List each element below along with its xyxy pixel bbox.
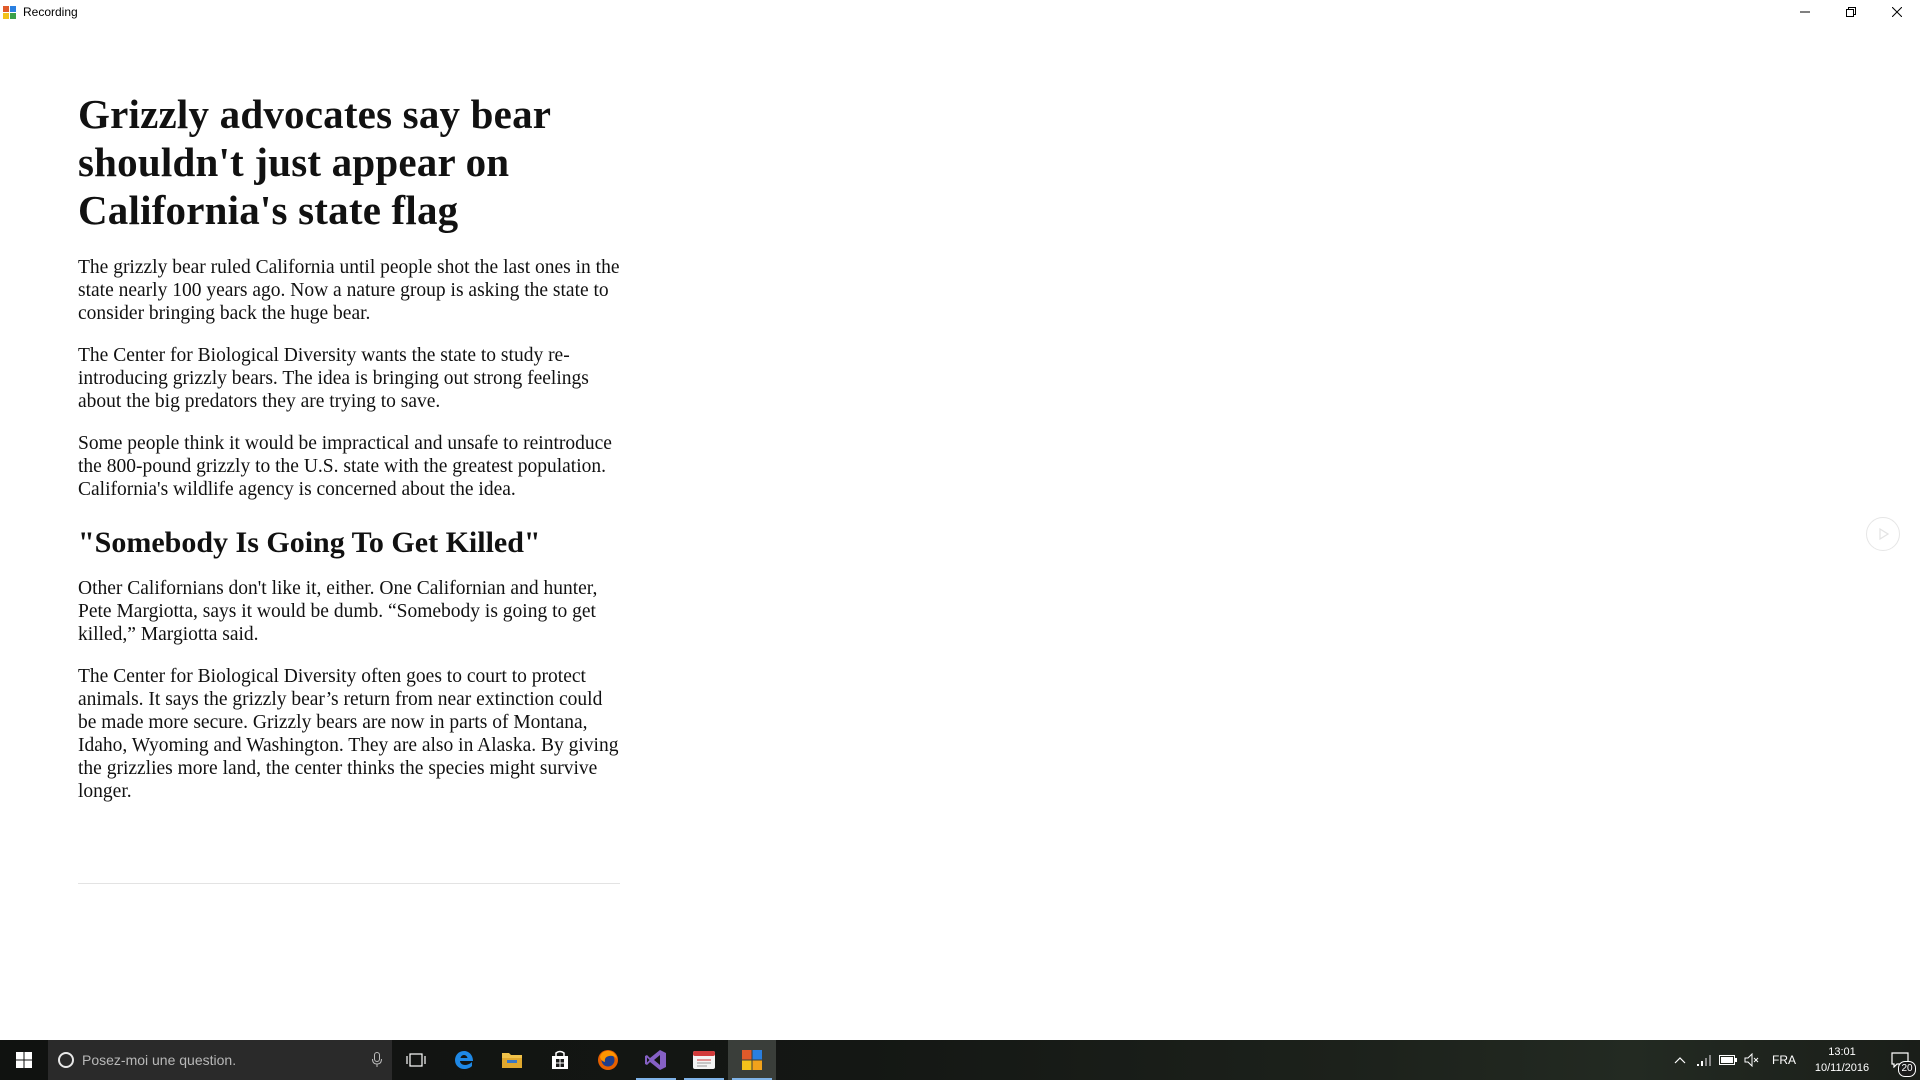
close-icon — [1892, 7, 1902, 17]
input-language-indicator[interactable]: FRA — [1772, 1053, 1796, 1067]
article-paragraph: The grizzly bear ruled California until people shot the last ones in the state nearly 100 years ago. Now a nature group is asking the state to consider bringing back the huge bear. — [78, 257, 620, 324]
search-input[interactable] — [48, 1040, 392, 1080]
article-subheading: "Somebody Is Going To Get Killed" — [78, 526, 541, 559]
volume-muted-icon — [1744, 1053, 1760, 1067]
close-button[interactable] — [1874, 0, 1920, 24]
article-title: Grizzly advocates say bear shouldn't just appear on California's state flag — [78, 91, 551, 233]
article — [78, 90, 622, 822]
windows-logo-icon — [16, 1052, 32, 1068]
store-icon — [550, 1050, 570, 1070]
minimize-icon — [1800, 7, 1810, 17]
network-button[interactable] — [1692, 1040, 1716, 1080]
taskbar-app-store[interactable] — [536, 1040, 584, 1080]
clock-date: 10/11/2016 — [1814, 1062, 1870, 1074]
taskbar — [0, 1040, 1920, 1080]
volume-button[interactable] — [1740, 1040, 1764, 1080]
firefox-icon — [596, 1048, 620, 1072]
reader-app-icon — [692, 1049, 716, 1071]
restore-button[interactable] — [1828, 0, 1874, 24]
notification-count-badge: 20 — [1898, 1061, 1916, 1077]
article-divider — [78, 883, 620, 884]
minimize-button[interactable] — [1782, 0, 1828, 24]
microphone-icon[interactable] — [372, 1052, 382, 1068]
cortana-icon — [58, 1052, 74, 1068]
article-paragraph: The Center for Biological Diversity wants the state to study re-introducing grizzly bears. The idea is bringing out strong feelings about the big predators they are trying to save. — [78, 345, 589, 412]
battery-button[interactable] — [1716, 1040, 1740, 1080]
article-paragraph: Other Californians don't like it, either. One Californian and hunter, Pete Margiotta, says it would be dumb. “Somebody is going to get killed,” Margiotta said. — [78, 578, 598, 645]
action-center-button[interactable] — [1880, 1040, 1920, 1080]
window-title: Recording — [23, 5, 78, 19]
taskbar-app-reader[interactable] — [680, 1040, 728, 1080]
clock[interactable] — [1804, 1044, 1880, 1076]
taskbar-app-file-explorer[interactable] — [488, 1040, 536, 1080]
window-controls — [1782, 0, 1920, 24]
wifi-icon — [1696, 1053, 1712, 1067]
taskbar-app-edge[interactable] — [440, 1040, 488, 1080]
task-view-icon — [406, 1052, 426, 1068]
article-paragraph: The Center for Biological Diversity often goes to court to protect animals. It says the grizzly bear’s return from near extinction could be made more secure. Grizzly bears are now in parts of Montana, Idaho, Wyoming and Washington. They are also in Alaska. By giving the grizzlies more land, the center thinks the species might survive longer. — [78, 666, 619, 802]
visual-studio-icon — [645, 1049, 667, 1071]
start-button[interactable] — [0, 1040, 48, 1080]
chevron-up-icon — [1674, 1056, 1686, 1064]
article-paragraph: Some people think it would be impractical and unsafe to reintroduce the 800-pound grizzly to the U.S. state with the greatest population. California's wildlife agency is concerned about the idea. — [78, 433, 612, 500]
recording-app-icon — [741, 1049, 763, 1071]
battery-icon — [1719, 1055, 1737, 1065]
play-button[interactable] — [1866, 517, 1900, 551]
title-bar[interactable] — [0, 0, 1920, 24]
edge-icon — [453, 1049, 475, 1071]
system-tray — [1668, 1040, 1920, 1080]
app-icon — [3, 5, 17, 19]
taskbar-app-visual-studio[interactable] — [632, 1040, 680, 1080]
taskbar-app-firefox[interactable] — [584, 1040, 632, 1080]
restore-icon — [1846, 7, 1856, 17]
clock-time: 13:01 — [1828, 1046, 1856, 1058]
search-placeholder: Posez-moi une question. — [82, 1052, 237, 1068]
play-icon — [1877, 528, 1889, 540]
file-explorer-icon — [501, 1050, 523, 1070]
show-hidden-icons-button[interactable] — [1668, 1040, 1692, 1080]
taskbar-app-recording[interactable] — [728, 1040, 776, 1080]
task-view-button[interactable] — [392, 1040, 440, 1080]
